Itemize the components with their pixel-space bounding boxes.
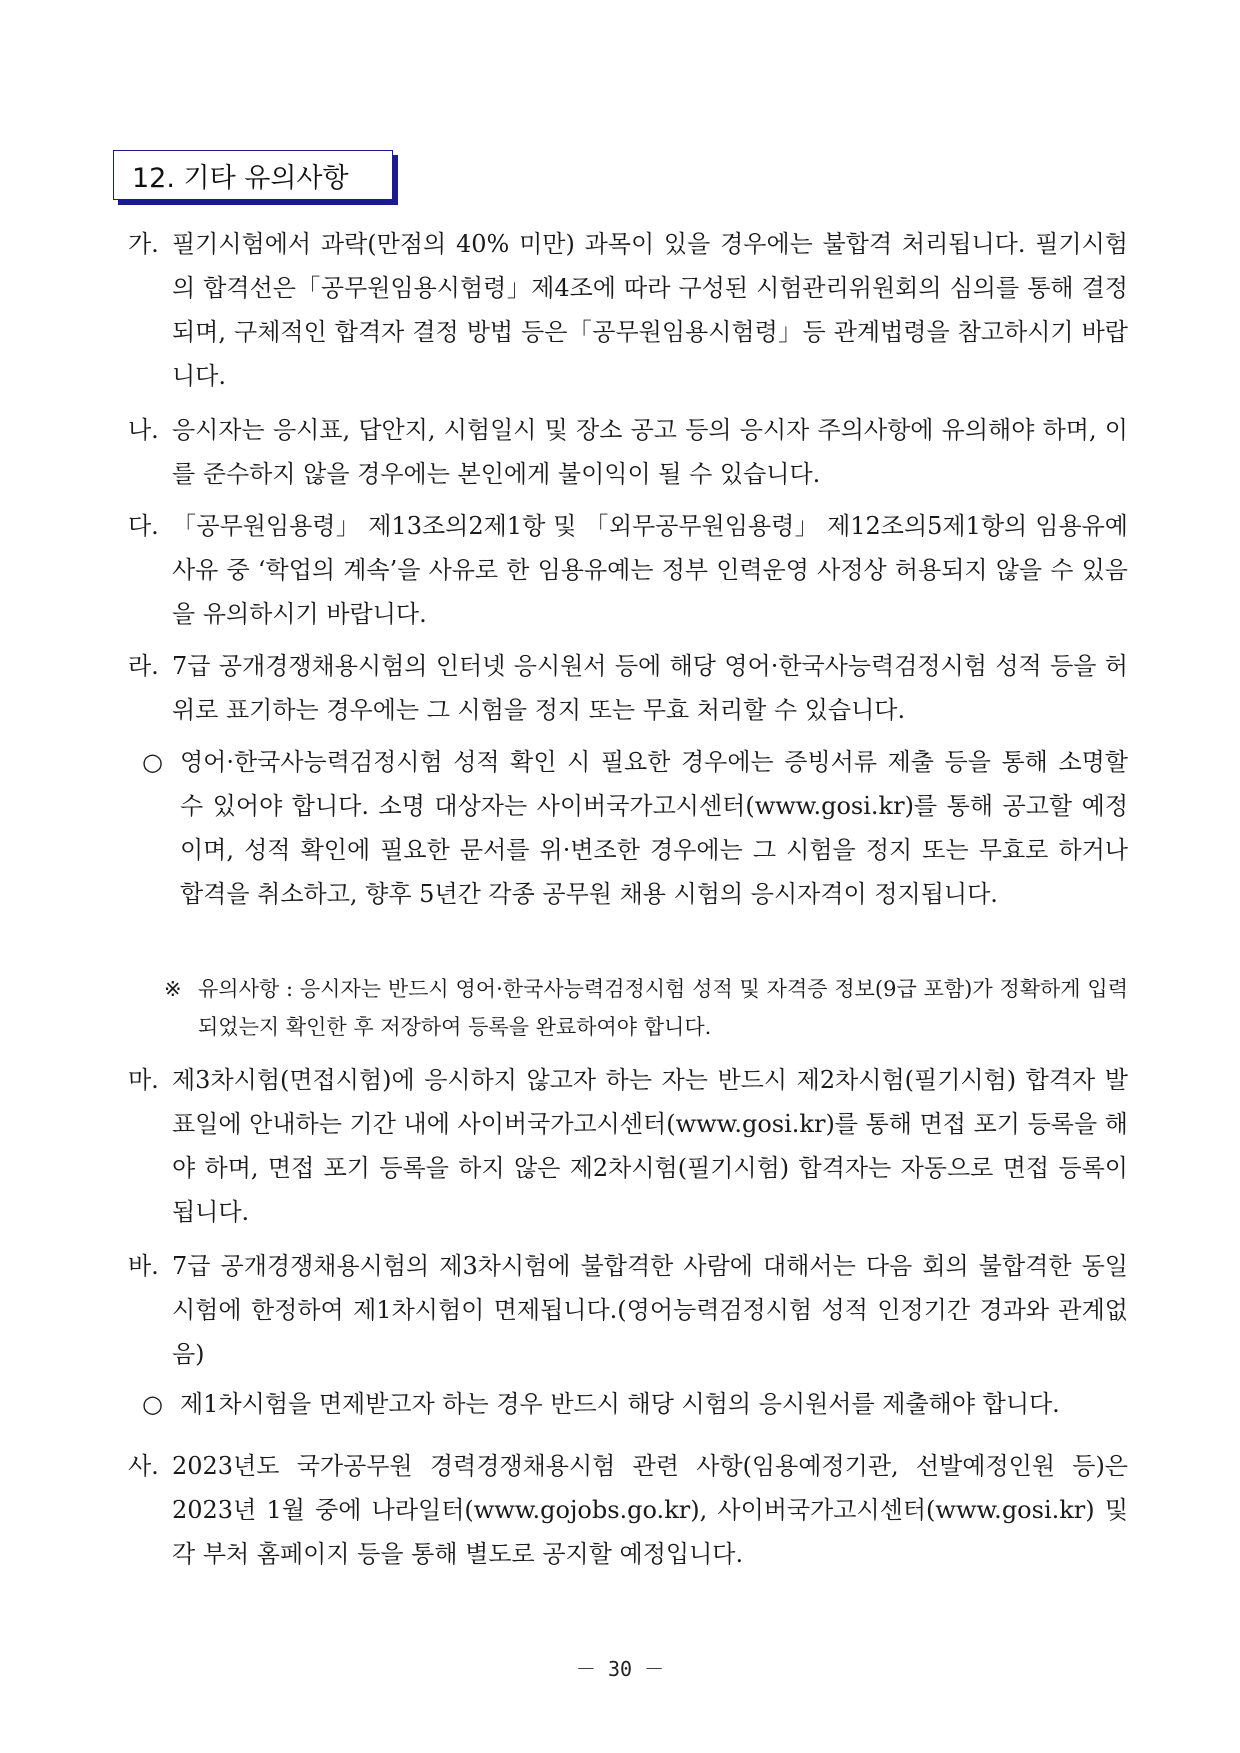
item-marker: 사. — [128, 1452, 159, 1480]
notice-subitem-ra — [142, 740, 1128, 916]
notice-note-ra — [164, 970, 1128, 1046]
notice-item-ga — [128, 222, 1128, 398]
section-heading — [113, 150, 393, 200]
notice-item-ra — [128, 644, 1128, 732]
item-text: 제3차시험(면접시험)에 응시하지 않고자 하는 자는 반드시 제2차시험(필기시험) 합격자 발표일에 안내하는 기간 내에 사이버국가고시센터(www.gosi.kr)를 통해 면접 포기 등록을 해야 하며, 면접 포기 등록을 하지 않은 제2차시험(필기시험) 합격자는 자동으로 면접 등록이 됩니다. — [172, 1066, 1128, 1226]
notice-item-na — [128, 408, 1128, 496]
notice-item-sa — [128, 1444, 1128, 1576]
subitem-text: 영어·한국사능력검정시험 성적 확인 시 필요한 경우에는 증빙서류 제출 등을 통해 소명할 수 있어야 합니다. 소명 대상자는 사이버국가고시센터(www.gosi.kr)를 통해 공고할 예정이며, 성적 확인에 필요한 문서를 위·변조한 경우에는 그 시험을 정지 또는 무효로 하거나 합격을 취소하고, 향후 5년간 각종 공무원 채용 시험의 응시자격이 정지됩니다. — [180, 748, 1128, 908]
note-text — [198, 970, 1128, 1046]
notice-subitem-ba — [142, 1382, 1128, 1426]
notice-item-ma — [128, 1058, 1128, 1234]
item-text: 7급 공개경쟁채용시험의 인터넷 응시원서 등에 해당 영어·한국사능력검정시험 성적 등을 허위로 표기하는 경우에는 그 시험을 정지 또는 무효 처리할 수 있습니다. — [172, 652, 1128, 724]
item-marker: 가. — [128, 230, 159, 258]
reference-mark-icon: ※ — [164, 977, 182, 1001]
notice-item-da — [128, 504, 1128, 636]
item-marker: 마. — [128, 1066, 159, 1094]
item-text: 필기시험에서 과락(만점의 40% 미만) 과목이 있을 경우에는 불합격 처리됩니다. 필기시험의 합격선은「공무원임용시험령」제4조에 따라 구성된 시험관리위원회의 심의를 통해 결정되며, 구체적인 합격자 결정 방법 등은「공무원임용시험령」등 관계법령을 참고하시기 바랍니다. — [172, 230, 1128, 390]
item-marker: 다. — [128, 512, 159, 540]
bullet-circle-icon: ○ — [142, 748, 163, 776]
bullet-circle-icon: ○ — [142, 1390, 163, 1418]
note-label: 유의사항 : — [198, 977, 294, 1001]
section-title: 12. 기타 유의사항 — [132, 162, 349, 194]
item-text: 「공무원임용령」 제13조의2제1항 및 「외무공무원임용령」 제12조의5제1항의 임용유예 사유 중 ‘학업의 계속’을 사유로 한 임용유예는 정부 인력운영 사정상 허용되지 않을 수 있음을 유의하시기 바랍니다. — [172, 512, 1128, 628]
item-text: 2023년도 국가공무원 경력경쟁채용시험 관련 사항(임용예정기관, 선발예정인원 등)은 2023년 1월 중에 나라일터(www.gojobs.go.kr), 사이버국가고시센터(www.gosi.kr) 및 각 부처 홈페이지 등을 통해 별도로 공지할 예정입니다. — [172, 1452, 1128, 1568]
item-marker: 나. — [128, 416, 159, 444]
note-body: 응시자는 반드시 영어·한국사능력검정시험 성적 및 자격증 정보(9급 포함)가 정확하게 입력되었는지 확인한 후 저장하여 등록을 완료하여야 합니다. — [198, 977, 1128, 1039]
item-marker: 바. — [128, 1252, 159, 1280]
item-text: 7급 공개경쟁채용시험의 제3차시험에 불합격한 사람에 대해서는 다음 회의 불합격한 동일 시험에 한정하여 제1차시험이 면제됩니다.(영어능력검정시험 성적 인정기간 경과와 관계없음) — [172, 1252, 1128, 1368]
item-text: 응시자는 응시표, 답안지, 시험일시 및 장소 공고 등의 응시자 주의사항에 유의해야 하며, 이를 준수하지 않을 경우에는 본인에게 불이익이 될 수 있습니다. — [172, 416, 1128, 488]
item-marker: 라. — [128, 652, 159, 680]
page-number: － 30 － — [575, 1657, 665, 1681]
subitem-text: 제1차시험을 면제받고자 하는 경우 반드시 해당 시험의 응시원서를 제출해야 합니다. — [180, 1390, 1060, 1418]
notice-item-ba — [128, 1244, 1128, 1376]
